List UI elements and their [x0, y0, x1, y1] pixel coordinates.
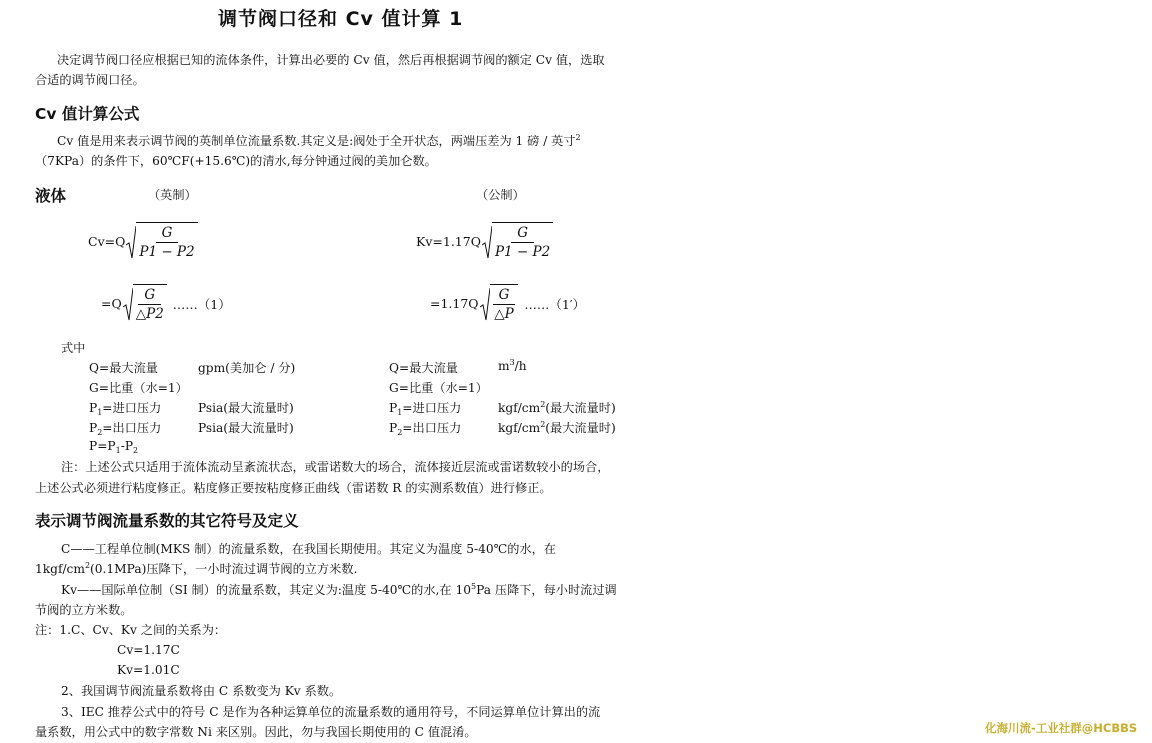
text: 1kgf/cm: [35, 562, 85, 576]
relation-kv: Kv=1.01C: [117, 663, 180, 677]
definitions-label: 式中: [61, 341, 86, 355]
intro-line-2: 合适的调节阀口径。: [35, 73, 145, 87]
symbol: P=P: [89, 439, 116, 453]
def-left-p1-term: [89, 399, 161, 416]
cv-section-heading: Cv 值计算公式: [35, 105, 140, 123]
other-symbols-heading: 表示调节阀流量系数的其它符号及定义: [35, 512, 299, 530]
unit: (最大流量时): [545, 421, 616, 435]
def-right-q-term: Q=最大流量: [389, 361, 458, 375]
symbol: P: [89, 421, 98, 435]
superscript: 2: [540, 400, 546, 409]
subscript: 2: [97, 428, 103, 437]
note-line-1: 注：上述公式只适用于流体流动呈紊流状态，或雷诺数大的场合，流体接近层流或雷诺数较小的场合，: [61, 460, 610, 474]
text: Kv——国际单位制（SI 制）的流量系数，其定义为:温度 5-40℃的水,在 10: [61, 583, 471, 597]
relation-note-3-line-2: 量系数，用公式中的数字常数 Ni 来区别。因此，勿与我国长期使用的 C 值混淆。: [35, 725, 477, 739]
def-left-g-term: G=比重（水=1）: [89, 381, 188, 395]
def-right-p2-term: [389, 419, 461, 436]
formula-lhs: =1.17Q: [430, 296, 479, 311]
metric-label: （公制）: [476, 188, 525, 202]
relation-note-3-line-1: 3、IEC 推荐公式中的符号 C 是作为各种运算单位的流量系数的通用符号，不同运算单位计算出的流: [61, 705, 601, 719]
def-left-q-unit: gpm(美加仑 / 分): [198, 361, 296, 375]
def-left-q-term: Q=最大流量: [89, 361, 158, 375]
formula-lhs: =Q: [101, 296, 122, 311]
equation-number: ……（1）: [172, 296, 231, 312]
denominator: P1 − P2: [139, 244, 195, 260]
text: (0.1MPa)压降下，一小时流过调节阀的立方米数.: [90, 562, 358, 576]
numerator: G: [156, 225, 179, 243]
kv-definition-line-2: 节阀的立方米数。: [35, 603, 133, 617]
denominator: P1 − P2: [494, 244, 551, 260]
subscript: 1: [115, 446, 121, 455]
sqrt-icon: [482, 225, 492, 259]
c-definition-line-2: [35, 559, 357, 579]
term-text: =出口压力: [402, 421, 462, 435]
numerator: G: [511, 225, 534, 243]
def-right-p2-unit: [498, 419, 616, 436]
relation-cv: Cv=1.17C: [117, 643, 180, 657]
def-left-p-term: [89, 439, 138, 453]
symbol: P: [89, 401, 98, 415]
numerator: G: [493, 287, 516, 305]
formula-cv-imperial: [88, 222, 198, 261]
term-text: =进口压力: [402, 401, 462, 415]
liquid-heading: 液体: [35, 187, 67, 205]
formula-kv-metric: [416, 222, 553, 261]
superscript: 2: [84, 561, 91, 570]
equation-number: ……（1′）: [524, 296, 586, 312]
subscript: 2: [133, 446, 139, 455]
text: Pa 压降下，每小时流过调: [476, 583, 617, 597]
fraction: [136, 222, 197, 261]
fraction: [133, 284, 167, 323]
fraction: [490, 284, 519, 323]
term-text: =出口压力: [102, 421, 162, 435]
superscript: 2: [540, 420, 546, 429]
numerator: G: [138, 287, 161, 305]
def-right-p1-unit: [498, 399, 616, 416]
formula-lhs: Kv=1.17Q: [416, 234, 481, 249]
def-right-p1-term: [389, 399, 461, 416]
subscript: 1: [97, 408, 103, 417]
cv-definition-line-2: （7KPa）的条件下，60℃F(+15.6℃)的清水,每分钟通过阀的美加仑数。: [35, 154, 437, 168]
c-definition-line-1: C——工程单位制(MKS 制）的流量系数，在我国长期使用。其定义为温度 5-40℃的水，在: [61, 542, 556, 556]
symbol: P: [389, 401, 398, 415]
subscript: 1: [397, 408, 403, 417]
fraction: [492, 222, 553, 261]
relation-note-1: 注：1.C、Cv、Kv 之间的关系为：: [35, 623, 227, 637]
note-line-2: 上述公式必须进行粘度修正。粘度修正要按粘度修正曲线（雷诺数 R 的实测系数值）进行修正。: [35, 481, 552, 495]
page-title: 调节阀口径和 Cv 值计算 1: [218, 8, 464, 30]
def-left-p2-unit: Psia(最大流量时): [198, 421, 294, 435]
formula-lhs: Cv=Q: [88, 234, 126, 249]
symbol: -P: [120, 439, 134, 453]
formula-cv-imperial-dp: [101, 284, 231, 323]
denominator: △P: [494, 306, 514, 322]
imperial-label: （英制）: [148, 188, 197, 202]
unit: m: [498, 359, 510, 373]
subscript: 2: [397, 428, 403, 437]
cv-definition-line-1: [57, 131, 581, 151]
unit: /h: [514, 359, 527, 373]
unit: (最大流量时): [545, 401, 616, 415]
unit: kgf/cm: [498, 421, 541, 435]
sqrt-icon: [126, 225, 136, 259]
cv-definition-text: Cv 值是用来表示调节阀的英制单位流量系数.其定义是:阀处于全开状态，两端压差为 1 磅 / 英寸: [57, 134, 576, 148]
sqrt-icon: [123, 287, 133, 321]
symbol: P: [389, 421, 398, 435]
watermark: 化海川流-工业社群@HCBBS: [985, 721, 1138, 735]
relation-note-2: 2、我国调节阀流量系数将由 C 系数变为 Kv 系数。: [61, 684, 342, 698]
superscript: 5: [470, 582, 477, 591]
formula-kv-metric-dp: [430, 284, 585, 323]
sqrt-icon: [480, 287, 490, 321]
unit: kgf/cm: [498, 401, 541, 415]
def-left-p1-unit: Psia(最大流量时): [198, 401, 294, 415]
term-text: =进口压力: [102, 401, 162, 415]
def-right-g-term: G=比重（水=1）: [389, 381, 488, 395]
superscript: 3: [509, 358, 515, 367]
kv-definition-line-1: [61, 580, 617, 600]
def-right-q-unit: [498, 359, 527, 373]
superscript: 2: [575, 133, 581, 142]
def-left-p2-term: [89, 419, 161, 436]
denominator: △P2: [135, 306, 164, 322]
intro-line-1: 决定调节阀口径应根据已知的流体条件，计算出必要的 Cv 值，然后再根据调节阀的额定 Cv 值，选取: [57, 53, 605, 67]
